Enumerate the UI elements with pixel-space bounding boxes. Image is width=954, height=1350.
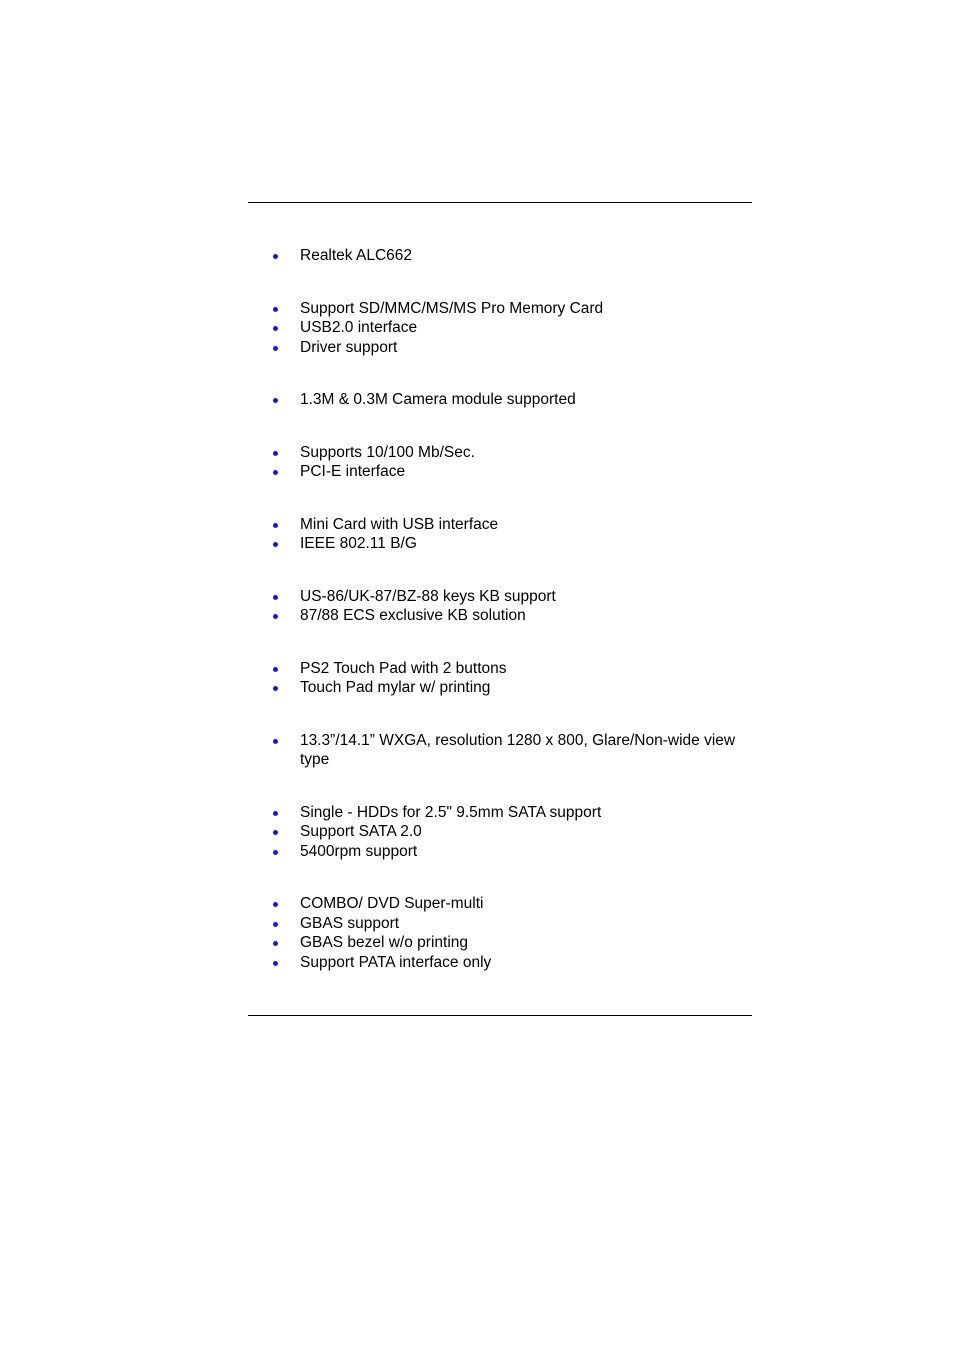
bullet-icon [273,830,278,835]
spec-item-text: Support SD/MMC/MS/MS Pro Memory Card [300,299,604,317]
bullet-icon [273,523,278,528]
bottom-rule [248,1015,752,1016]
spec-group [270,390,740,410]
spec-item [270,443,740,463]
spec-item-text: Mini Card with USB interface [300,515,499,533]
bullet-icon [273,941,278,946]
spec-group [270,443,740,482]
bullet-icon [273,811,278,816]
spec-item-text: IEEE 802.11 B/G [300,535,417,552]
spec-item-text: 87/88 ECS exclusive KB solution [300,607,526,624]
spec-item-text: Supports 10/100 Mb/Sec. [300,443,475,461]
spec-item [270,318,740,338]
spec-item-text: USB2.0 interface [300,319,418,336]
spec-item [270,462,740,482]
spec-item-text: Support PATA interface only [300,953,492,971]
spec-item-text: PS2 Touch Pad with 2 buttons [300,659,507,677]
spec-group [270,515,740,554]
spec-item-text: Driver support [300,338,398,356]
spec-item [270,246,740,266]
spec-item [270,842,740,862]
spec-item [270,338,740,358]
spec-item [270,390,740,410]
spec-group [270,299,740,358]
bullet-icon [273,451,278,456]
bullet-icon [273,346,278,351]
spec-item-text: Realtek ALC662 [300,247,413,264]
spec-item [270,534,740,554]
spec-item [270,678,740,698]
spec-group [270,731,740,770]
spec-item [270,606,740,626]
top-rule [248,202,752,203]
spec-item [270,914,740,934]
spec-item-text: 1.3M & 0.3M Camera module supported [300,391,576,408]
spec-item-text: US-86/UK-87/BZ-88 keys KB support [300,587,556,605]
spec-item [270,587,740,607]
spec-item [270,731,740,770]
spec-item-text: 13.3”/14.1” WXGA, resolution 1280 x 800, Glare/Non-wide view type [300,731,736,768]
spec-group [270,246,740,266]
spec-item [270,803,740,823]
spec-item [270,822,740,842]
spec-item [270,659,740,679]
spec-list [270,246,740,1005]
bullet-icon [273,326,278,331]
bullet-icon [273,307,278,312]
bullet-icon [273,595,278,600]
bullet-icon [273,398,278,403]
bullet-icon [273,470,278,475]
spec-item-text: Support SATA 2.0 [300,823,422,840]
spec-group [270,659,740,698]
bullet-icon [273,902,278,907]
spec-item [270,894,740,914]
bullet-icon [273,542,278,547]
spec-item-text: GBAS bezel w/o printing [300,934,469,951]
bullet-icon [273,739,278,744]
spec-group [270,587,740,626]
spec-item-text: GBAS support [300,914,400,932]
spec-item-text: COMBO/ DVD Super-multi [300,895,484,912]
spec-item-text: 5400rpm support [300,842,418,860]
bullet-icon [273,686,278,691]
bullet-icon [273,850,278,855]
bullet-icon [273,961,278,966]
spec-item [270,515,740,535]
spec-item-text: Touch Pad mylar w/ printing [300,679,491,696]
bullet-icon [273,254,278,259]
spec-item [270,933,740,953]
bullet-icon [273,614,278,619]
spec-group [270,894,740,972]
spec-item-text: PCI-E interface [300,463,406,480]
bullet-icon [273,667,278,672]
spec-group [270,803,740,862]
bullet-icon [273,922,278,927]
spec-item [270,299,740,319]
spec-item [270,953,740,973]
spec-item-text: Single - HDDs for 2.5" 9.5mm SATA support [300,803,602,821]
